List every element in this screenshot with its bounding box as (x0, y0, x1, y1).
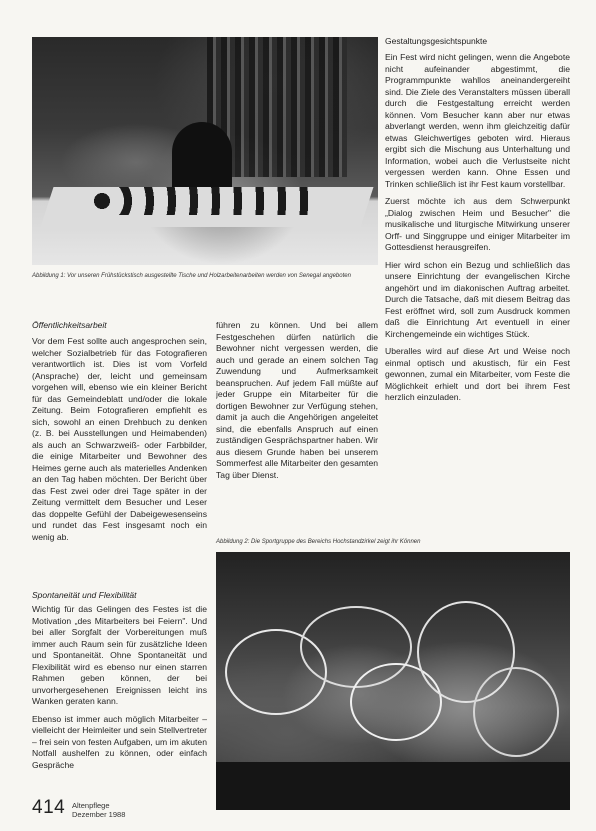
issue-date: Dezember 1988 (72, 810, 126, 819)
magazine-name: Altenpflege (72, 801, 110, 810)
table-carvings (92, 187, 312, 215)
left-paragraph-3: Ebenso ist immer auch möglich Mitarbeiter – vielleicht der Heimleiter und sein Stellvertreter – frei sein von festen Aufgaben, um im akuten Notfall aushelfen zu können, oder einfach Gespräche (32, 713, 207, 770)
left-column-section-2 (32, 604, 207, 802)
right-paragraph-2: Zuerst möchte ich aus dem Schwerpunkt „Dialog zwischen Heim und Besucher" die musikalische und liturgische Mitwirkung unserer Orff- und Singgruppe und einiger Mitarbeiter im Gottesdienst herausgreifen. (385, 196, 570, 252)
right-paragraph-3: Hier wird schon ein Bezug und schließlich das unsere Einrichtung der evangelischen Kirche angehört und im diakonischen Auftrag arbeitet. Durch die Tatsache, daß mit diesem Beitrag das Fest eröffnet wird, soll zum Ausdruck kommen daß die Einrichtung Art eventuell in einer Kirchengemeinde ein wichtiges Stück. (385, 259, 570, 339)
right-column-text (385, 52, 570, 508)
left-column-section-1 (32, 336, 207, 572)
page-number: 414 (32, 797, 66, 818)
right-column-heading: Gestaltungsgesichtspunkte (385, 36, 488, 46)
figure-2-photo (216, 552, 570, 810)
right-paragraph-4: Uberalles wird auf diese Art und Weise noch einmal optisch und akustisch, für ein Fest gewonnen, zumal ein Mitarbeiter, vom Feste die Möglichkeit erhielt und dort bei ihrem Fest herzlich einzuladen. (385, 346, 570, 402)
figure-2-caption: Abbildung 2: Die Sportgruppe des Bereichs Hochstandzirkel zeigt ihr Können (216, 539, 421, 545)
section-heading-spontaneitaet: Spontaneität und Flexibilität (32, 590, 137, 600)
hoops-illustration (216, 552, 570, 810)
middle-paragraph: führen zu können. Und bei allem Festgeschehen dürfen natürlich die Bewohner nicht vergessen werden, die auch und gerade an einem solchen Tag Zuwendung und Aufmerksamkeit beanspruchen. Auf jedem Fall müßte auf jeder Gruppe ein Mitarbeiter für die dortigen Bewohner zur Verfügung stehen, damit ja auch die Angehörigen angeleitet sind, die ebenfalls Anspruch auf einen zuständigen Gesprächspartner haben. Wir aus diesem Grunde haben bei unserem Sommerfest alle Mitarbeiter den gesamten Tag über Dienst. (216, 320, 378, 480)
middle-column-text (216, 320, 378, 526)
figure-1-photo (32, 37, 378, 265)
right-paragraph-1: Ein Fest wird nicht gelingen, wenn die Angebote nicht aufeinander abgestimmt, die Programmpunkte wahllos aneinandergereiht sind. Die Ziele des Veranstalters müssen überall durch die Festgestaltung erreicht werden können. Vom Besucher kann aber nur etwas abverlangt werden, wenn ihm gleichzeitig dafür etwas Gleichwertiges geboten wird. Hieraus ergibt sich die Mischung aus Unterhaltung und Information, wobei auch die Verlustseite nicht vergessen werden kann. Ohne Essen und Trinken schließlich ist ihr Fest kaum vorstellbar. (385, 52, 570, 189)
left-paragraph-1: Vor dem Fest sollte auch angesprochen sein, welcher Sozialbetrieb für das Fotografieren verantwortlich ist. Dies ist vom Vorfeld (Ansprache) der, leicht und gemeinsam vorgehen will, ebenso wie ein kleiner Bericht für das Gemeindeblatt und/oder die lokale Zeitung. Beim Fotografieren empfiehlt es sich, sowohl an einen Drehbuch zu denken (z. B. bei Ausstellungen und Heimabenden) als auch an Schwarzweiß- oder Farbbilder, die einige Mitarbeiter und Bewohner des Heimes gerne auch als materielles Andenken an den Tag haben möchten. Der Bericht über das Fest zwei oder drei Tage später in der Zeitung vermittelt dem Besucher und Leser das doppelte Gefühl der Dabeigewesenseins und rundet das Fest insgesamt noch ein wenig ab. (32, 336, 207, 542)
figure-1-caption: Abbildung 1: Vor unseren Frühstückstisch ausgestellte Tische und Holzarbeitenarbeiten werden von Senegal angeboten (32, 273, 351, 279)
left-paragraph-2: Wichtig für das Gelingen des Festes ist die Motivation „des Mitarbeiters bei Feiern". Und bei aller Sorgfalt der Vorbereitungen muß immer auch Raum sein für zusätzliche Ideen und Spontaneität. Ohne Spontaneität und Flexibilität wird es ebenso nur einen starren Rahmen geben können, der bei unvorhergesehenen Ereignissen leicht ins Wanken geraten kann. (32, 604, 207, 706)
section-heading-oeffentlichkeitsarbeit: Öffentlichkeitsarbeit (32, 320, 107, 330)
